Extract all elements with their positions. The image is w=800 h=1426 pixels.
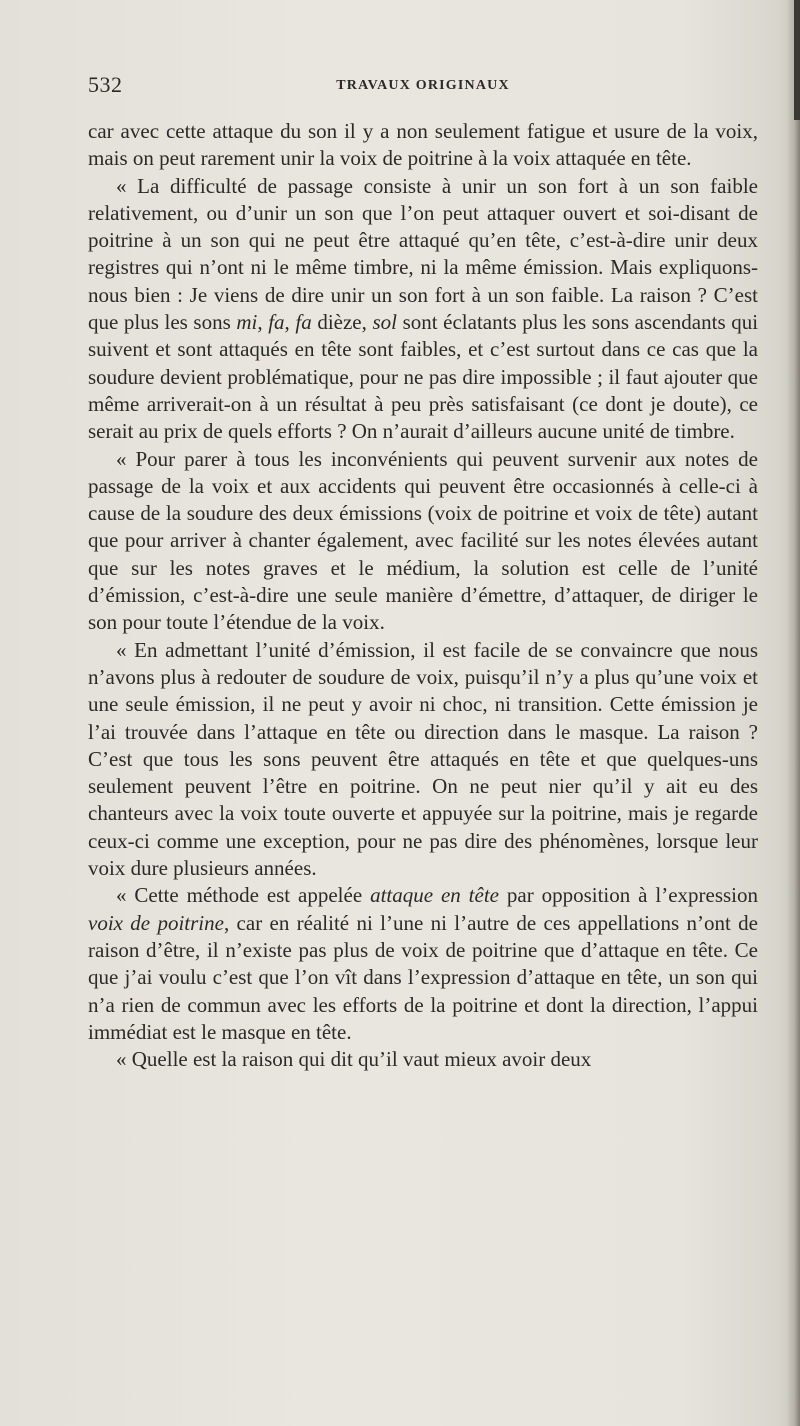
- italic-note-name: fa: [295, 310, 312, 335]
- running-title: TRAVAUX ORIGINAUX: [336, 78, 510, 93]
- paragraph: [88, 173, 758, 446]
- text-segment: ,: [257, 310, 269, 335]
- paragraph: [88, 446, 758, 637]
- italic-term: voix de poitrine: [88, 910, 224, 935]
- text-segment: car avec cette attaque du son il y a non seulement fatigue et usure de la voix, mais on peut rarement unir la voix de poitrine à la voix attaquée en tête.: [88, 119, 758, 171]
- text-segment: ,: [284, 310, 296, 335]
- italic-note-name: fa: [268, 310, 285, 335]
- paragraph: [88, 882, 758, 1046]
- paragraph: [88, 1046, 758, 1073]
- text-segment: « Quelle est la raison qui dit qu’il vaut mieux avoir deux: [116, 1047, 592, 1072]
- text-segment: « Cette méthode est appelée: [116, 883, 371, 908]
- text-segment: sont éclatants plus les sons ascendants qui suivent et sont attaqués en tête sont faibles, et c’est surtout dans ce cas que la soudure devient problématique, pour ne pas dire impossible ; il faut ajouter que même arriverait-on à un résultat à peu près satisfaisant (ce dont je doute), ce serait au prix de quels efforts ? On n’aurait d’ailleurs aucune unité de timbre.: [88, 310, 759, 444]
- paragraph: [88, 118, 758, 173]
- italic-note-name: mi: [236, 310, 258, 335]
- text-segment: « La difficulté de passage consiste à unir un son fort à un son faible relativement, ou d’unir un son que l’on peut attaquer ouvert et soi-disant de poitrine à un son qui ne peut être attaqué qu’en tête, c’est-à-dire unir deux registres qui n’ont ni le même timbre, ni la même émission. Mais expliquons-nous bien : Je viens de dire unir un son fort à un son faible. La raison ? C’est que plus les sons: [88, 173, 758, 335]
- paragraph: [88, 637, 758, 883]
- body-text: [88, 118, 758, 1073]
- italic-note-name: sol: [372, 310, 397, 335]
- italic-term: attaque en tête: [370, 883, 499, 908]
- page-edge-shadow: [786, 0, 800, 1426]
- text-segment: « Pour parer à tous les inconvénients qui peuvent survenir aux notes de passage de la voix et aux accidents qui peuvent être occasionnés à celle-ci à cause de la soudure des deux émissions (voix de poitrine et voix de tête) autant que pour arriver à chanter également, avec facilité sur les notes élevées autant que sur les notes graves et le médium, la solution est celle de l’unité d’émission, c’est-à-dire une seule manière d’émettre, d’attaquer, de diriger le son pour toute l’étendue de la voix.: [88, 446, 758, 635]
- text-segment: , car en réalité ni l’une ni l’autre de ces appellations n’ont de raison d’être, il n’existe pas plus de voix de poitrine que d’attaque en tête. Ce que j’ai voulu c’est que l’on vît dans l’expression d’attaque en tête, un son qui n’a rien de commun avec les efforts de la poitrine et dont la direction, l’appui immédiat est le masque en tête.: [88, 910, 758, 1044]
- page-number: 532: [88, 72, 123, 97]
- text-segment: par opposition à l’expression: [498, 883, 759, 908]
- text-segment: « En admettant l’unité d’émission, il est facile de se convaincre que nous n’avons plus à redouter de soudure de voix, puisqu’il n’y a plus qu’une voix et une seule émission, il ne peut y avoir ni choc, ni transition. Cette émission je l’ai trouvée dans l’attaque en tête ou direction dans le masque. La raison ? C’est que tous les sons peuvent être attaqués en tête et que quelques-uns seulement peuvent l’être en poitrine. On ne peut nier qu’il y ait eu des chanteurs avec la voix toute ouverte et appuyée sur la poitrine, mais je regarde ceux-ci comme une exception, pour ne pas dire des phénomènes, lorsque leur voix dure plusieurs années.: [88, 637, 758, 881]
- text-segment: dièze,: [311, 310, 373, 335]
- page-edge-dark-strip: [794, 0, 800, 120]
- page-header: [88, 70, 758, 104]
